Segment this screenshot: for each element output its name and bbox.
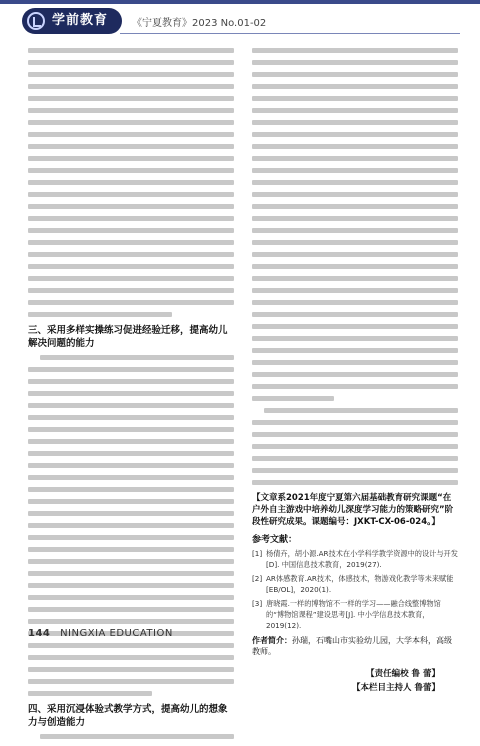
author-bio (252, 635, 458, 657)
column-logo-icon (27, 12, 45, 30)
body-paragraph (28, 355, 234, 696)
body-paragraph (28, 734, 234, 739)
header-top-bar (0, 0, 480, 4)
page-footer (28, 628, 173, 639)
header-rule (120, 33, 460, 34)
issue-info: 《宁夏教育》2023 No.01-02 (132, 18, 267, 29)
page-header (0, 0, 480, 40)
reference-item: [1] 杨倩卉，胡小源.AR技术在小学科学教学资源中的设计与开发[D]. 中国信息技术教育，2019(27). (252, 549, 458, 569)
reference-item: [2] AR体感教育.AR技术，体感技术，物游戏化教学等未来赋能 [EB/OL]，2020(1). (252, 574, 454, 594)
author-text: 孙瑞，石嘴山市实验幼儿园，大学本科，高级教师。 (252, 636, 452, 656)
body-paragraph (252, 408, 458, 485)
editor-credits (252, 667, 458, 695)
journal-name: NINGXIA EDUCATION (60, 628, 173, 639)
page-number: 144 (28, 628, 51, 639)
reference-item: [3] 唐晓霞.一样的博物馆不一样的学习——融合线整博物馆的“博物馆课程”建设思考[J]. 中小学信息技术教育，2019(12). (252, 599, 441, 630)
author-label: 作者简介： (252, 636, 292, 645)
section-heading: 三、采用多样实操练习促进经验迁移，提高幼儿解决问题的能力 (28, 325, 228, 349)
body-paragraph (252, 48, 458, 401)
left-column (28, 48, 234, 746)
section-heading: 四、采用沉浸体验式教学方式，提高幼儿的想象力与创造能力 (28, 704, 228, 728)
right-column (252, 48, 458, 695)
credit-editor: 【责任编校 鲁 蕾】 (366, 669, 440, 679)
body-paragraph (28, 48, 234, 317)
credit-host: 【本栏目主持人 鲁蕾】 (352, 683, 440, 693)
references-heading: 参考文献： (252, 535, 298, 545)
column-brand-badge (22, 8, 122, 34)
project-note: 【文章系2021年度宁夏第六届基础教育研究课题“在户外自主游戏中培养幼儿深度学习能力的策略研究”阶段性研究成果。课题编号：JXKT-CX-06-024。】 (252, 493, 454, 527)
column-brand-text: 学前教育 (52, 13, 109, 28)
